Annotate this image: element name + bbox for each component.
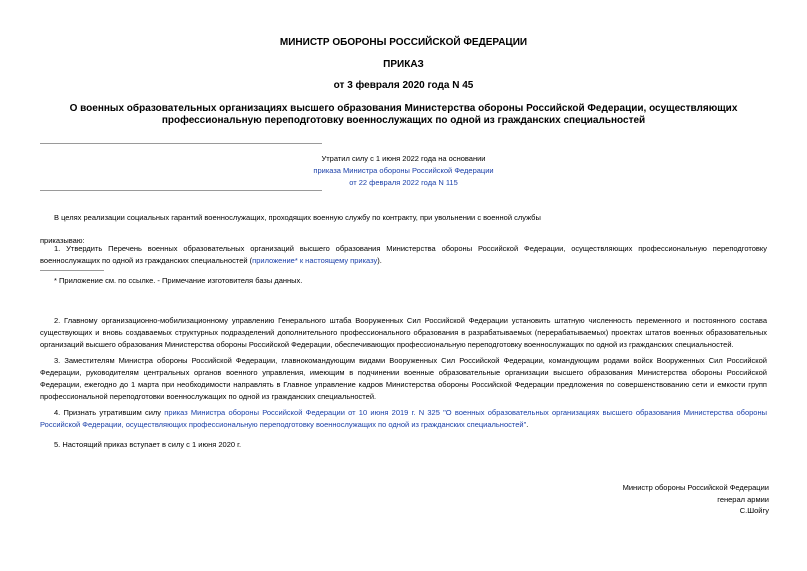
order-word: приказываю: xyxy=(40,236,85,245)
item-5-paragraph: 5. Настоящий приказ вступает в силу с 1 июня 2020 г. xyxy=(54,440,242,449)
status-rule-bottom xyxy=(40,190,322,191)
document-type: ПРИКАЗ xyxy=(383,59,424,70)
document-date-number: от 3 февраля 2020 года N 45 xyxy=(333,80,474,91)
status-note-link-line1[interactable]: приказа Министра обороны Российской Федерации xyxy=(313,166,494,175)
item-1-end: ). xyxy=(377,256,382,265)
item-4-paragraph xyxy=(40,407,767,431)
footnote-text: * Приложение см. по ссылке. - Примечание изготовителя базы данных. xyxy=(54,276,303,285)
item-2-paragraph: 2. Главному организационно-мобилизационному управлению Генерального штаба Вооруженных Сил Российской Федерации установить штатную численность переменного и постоянного состава существующих и вновь создаваемых структурных подразделений дополнительного профессионального образования в разрабатываемых (перерабатываемых) проектах штатов военных образовательных организаций высшего образования Министерства обороны Российской Федерации, обеспечивающих профессиональную переподготовку военнослужащих по одной из гражданских специальностей. xyxy=(40,316,767,349)
item-1-text: 1. Утвердить Перечень военных образовательных организаций высшего образования Министерства обороны Российской Федерации, осуществляющих профессиональную переподготовку военнослужащих по одной из гражданских специальностей ( xyxy=(40,244,767,265)
repealed-order-link[interactable]: приказ Министра обороны Российской Федерации от 10 июня 2019 г. N 325 "О военных образовательных организациях высшего образования Министерства обороны Российской Федерации, осуществляющих профессиональную переподготовку военнослужащих по одной из гражданских специальностей" xyxy=(40,408,767,429)
item-4-end: . xyxy=(526,420,529,429)
status-note-link-line2[interactable]: от 22 февраля 2022 года N 115 xyxy=(349,178,458,187)
status-note-line1: Утратил силу с 1 июня 2022 года на основании xyxy=(321,154,486,163)
preamble-paragraph: В целях реализации социальных гарантий военнослужащих, проходящих военную службу по контракту, при увольнении с военной службы xyxy=(54,213,541,222)
document-title: О военных образовательных организациях высшего образования Министерства обороны Российской Федерации, осуществляющих профессиональную переподготовку военнослужащих по одной из гражданских специальностей xyxy=(69,103,738,126)
appendix-link[interactable]: приложение* к настоящему приказу xyxy=(252,256,378,265)
signatory-name: С.Шойгу xyxy=(739,506,769,515)
signatory-rank: генерал армии xyxy=(717,495,769,504)
item-4-text: 4. Признать утратившим силу xyxy=(54,408,165,417)
signatory-position: Министр обороны Российской Федерации xyxy=(622,483,769,492)
status-rule-top xyxy=(40,143,322,144)
item-1-paragraph xyxy=(40,243,767,267)
issuing-authority: МИНИСТР ОБОРОНЫ РОССИЙСКОЙ ФЕДЕРАЦИИ xyxy=(279,37,528,48)
item-3-paragraph: 3. Заместителям Министра обороны Российской Федерации, главнокомандующим видами Вооруженных Сил Российской Федерации, командующим родами войск Вооруженных Сил Российской Федерации, руководителям центральных органов военного управления, имеющим в подчинении военные образовательные организации высшего образования Министерства обороны Российской Федерации, ежегодно до 1 марта при необходимости направлять в Главное управление кадров Министерства обороны Российской Федерации предложения по совершенствованию сети и емкости групп профессиональной переподготовки военнослужащих по одной из гражданских специальностей. xyxy=(40,356,767,401)
footnote-rule xyxy=(40,270,104,271)
